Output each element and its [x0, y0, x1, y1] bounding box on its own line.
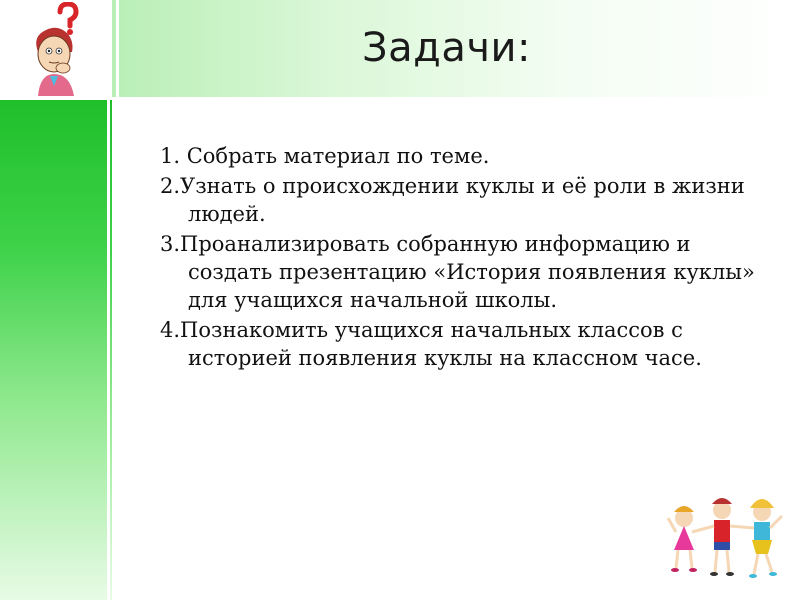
sidebar-band: [0, 100, 112, 600]
divider-horizontal: [0, 97, 800, 100]
task-list: [160, 142, 760, 374]
list-item: 3.Проанализировать собранную информацию и создать презентацию «История появления куклы» для учащихся начальной школы.: [160, 232, 755, 312]
divider-vertical-1: [107, 0, 110, 600]
list-item: 1. Собрать материал по теме.: [160, 144, 490, 168]
dancing-children-icon: [662, 488, 790, 588]
list-item: 4.Познакомить учащихся начальных классов с историей появления куклы на классном часе.: [160, 318, 702, 370]
list-item: 2.Узнать о происхождении куклы и её роли в жизни людей.: [160, 174, 745, 226]
divider-vertical-2: [116, 0, 119, 600]
thinking-person-question-icon: [18, 2, 98, 96]
slide-title: Задачи:: [362, 25, 531, 71]
